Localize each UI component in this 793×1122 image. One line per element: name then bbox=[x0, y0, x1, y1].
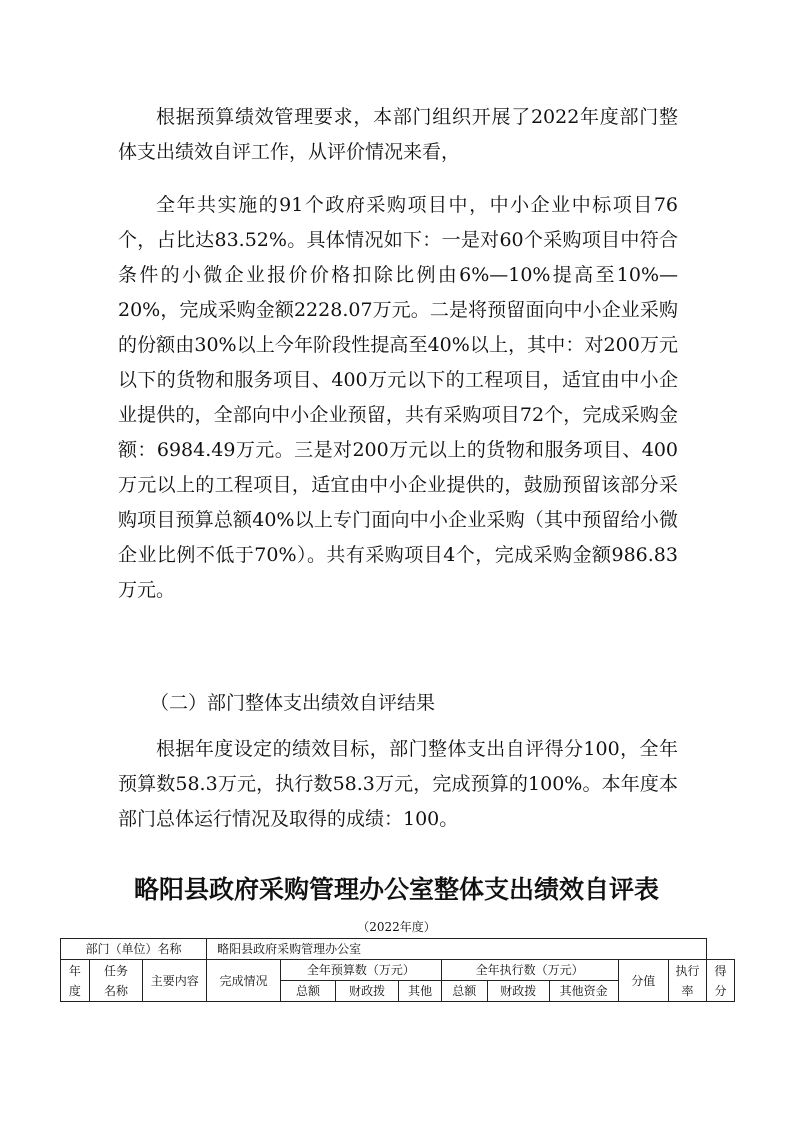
header-exec-rate-top: 执行 bbox=[675, 963, 700, 978]
section-subheading: （二）部门整体支出绩效自评结果 bbox=[150, 692, 436, 714]
form-title: 略阳县政府采购管理办公室整体支出绩效自评表 bbox=[133, 875, 659, 904]
form-year: （2022年度） bbox=[357, 920, 436, 934]
header-score-value: 分值 bbox=[618, 960, 668, 1002]
header-completion: 完成情况 bbox=[207, 960, 281, 1002]
header-budget-group: 全年预算数（万元） bbox=[281, 960, 441, 981]
evaluation-table bbox=[60, 938, 735, 1002]
header-exec-rate-bottom: 率 bbox=[681, 983, 694, 998]
dept-value-cell: 略阳县政府采购管理办公室 bbox=[207, 939, 707, 960]
header-main-content: 主要内容 bbox=[143, 960, 207, 1002]
header-budget-total: 总额 bbox=[281, 981, 336, 1002]
header-score bbox=[707, 960, 735, 1002]
header-task-top: 任务 bbox=[104, 963, 129, 978]
header-exec-other: 其他资金 bbox=[549, 981, 618, 1002]
header-score-top: 得 bbox=[714, 963, 727, 978]
empty-cell bbox=[707, 939, 735, 960]
header-exec-rate bbox=[669, 960, 707, 1002]
header-year-bottom: 度 bbox=[68, 983, 81, 998]
header-task-bottom: 名称 bbox=[104, 983, 129, 998]
paragraph-intro: 根据预算绩效管理要求，本部门组织开展了2022年度部门整体支出绩效自评工作，从评价情况来看， bbox=[118, 106, 678, 163]
header-budget-fiscal: 财政拨 bbox=[335, 981, 399, 1002]
header-exec-group: 全年执行数（万元） bbox=[441, 960, 618, 981]
header-budget-other: 其他 bbox=[399, 981, 441, 1002]
header-score-bottom: 分 bbox=[714, 983, 727, 998]
header-exec-total: 总额 bbox=[441, 981, 487, 1002]
paragraph-self-eval-result: 根据年度设定的绩效目标，部门整体支出自评得分100，全年预算数58.3万元，执行数58.3万元，完成预算的100%。本年度本部门总体运行情况及取得的成绩：100。 bbox=[118, 738, 678, 830]
header-year-top: 年 bbox=[68, 963, 81, 978]
header-exec-fiscal: 财政拨 bbox=[487, 981, 549, 1002]
header-year bbox=[61, 960, 90, 1002]
paragraph-procurement-details: 全年共实施的91个政府采购项目中，中小企业中标项目76个，占比达83.52%。具体情况如下：一是对60个采购项目中符合条件的小微企业报价价格扣除比例由6%—10%提高至10%—20%，完成采购金额2228.07万元。二是将预留面向中小企业采购的份额由30%以上今年阶段性提高至40%以上，其中：对200万元以下的货物和服务项目、400万元以下的工程项目，适宜由中小企业提供的，全部向中小企业预留，共有采购项目72个，完成采购金额：6984.49万元。三是对200万元以上的货物和服务项目、400万元以上的工程项目，适宜由中小企业提供的，鼓励预留该部分采购项目预算总额40%以上专门面向中小企业采购（其中预留给小微企业比例不低于70%）。共有采购项目4个，完成采购金额986.83万元。 bbox=[118, 194, 678, 601]
table-row-department bbox=[61, 939, 735, 960]
dept-label-cell: 部门（单位）名称 bbox=[61, 939, 207, 960]
header-task-name bbox=[89, 960, 143, 1002]
table-header-row-1 bbox=[61, 960, 735, 981]
